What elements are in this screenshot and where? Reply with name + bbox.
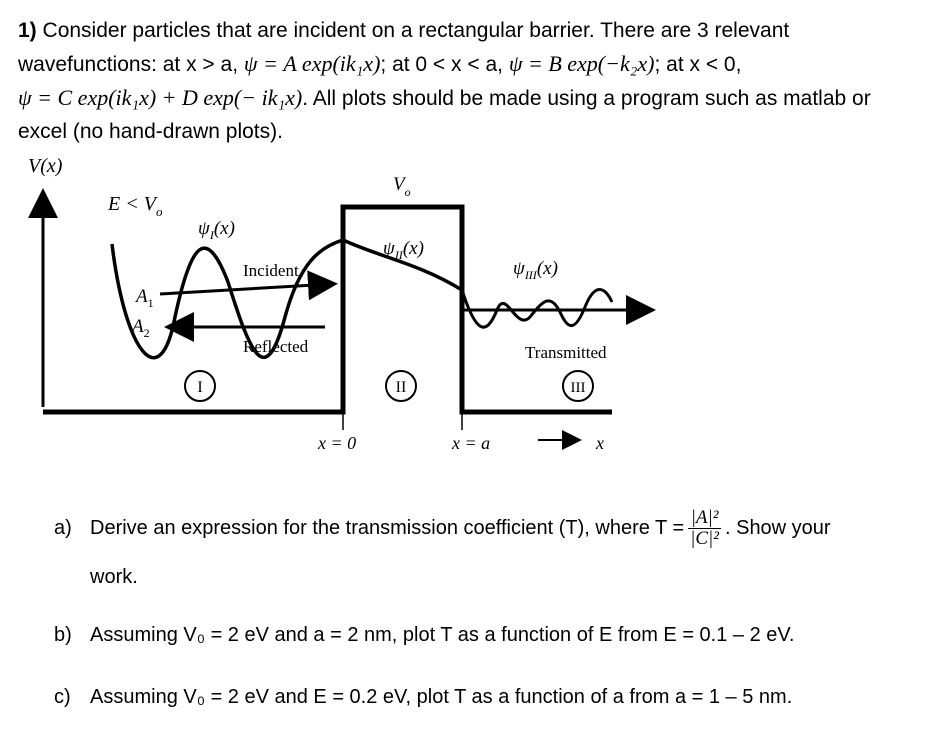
fraction-denominator: |C|² — [690, 528, 719, 549]
transmitted-label: Transmitted — [525, 343, 607, 362]
equation-region-2: ψ = B exp(−k₂x) — [508, 51, 655, 76]
question-c-label: c) — [54, 686, 71, 708]
intro-text-3: . All plots should be made using a program such as matlab or — [302, 87, 871, 110]
question-a-label: a) — [54, 516, 72, 539]
equation-region-1: ψ = C exp(ik₁x) + D exp(− ik₁x) — [18, 85, 303, 110]
incident-arrow — [160, 284, 332, 294]
intro-text-1: Consider particles that are incident on a rectangular barrier. There are 3 relevant — [36, 19, 790, 42]
transmission-fraction — [688, 508, 721, 549]
wave-region-3 — [462, 290, 612, 328]
question-a-tail: . Show your — [724, 516, 831, 539]
intro-line-1 — [18, 14, 938, 47]
x-axis-label: x — [596, 433, 604, 453]
intro-line-3 — [18, 81, 938, 115]
question-a — [54, 508, 831, 549]
equation-region-3: ψ = A exp(ik₁x) — [243, 51, 381, 76]
intro-text-4: excel (no hand-drawn plots). — [18, 120, 283, 143]
problem-intro — [18, 14, 938, 148]
amplitude-a1-label: $A_1$ — [136, 286, 154, 310]
psi2-label: $\psi_{II}(x)$ — [383, 238, 424, 262]
problem-number: 1) — [18, 19, 37, 42]
question-a-text: Derive an expression for the transmission coefficient (T), where T = — [90, 516, 685, 539]
question-b-label: b) — [54, 624, 72, 646]
psi3-label: $\psi_{III}(x)$ — [513, 258, 558, 282]
energy-label: $E < V_o$ — [108, 193, 163, 219]
psi1-label: $\psi_I(x)$ — [198, 218, 235, 242]
intro-line-4 — [18, 115, 938, 148]
amplitude-a2-label: $A_2$ — [132, 316, 150, 340]
question-b-text: Assuming V₀ = 2 eV and a = 2 nm, plot T as a function of E from E = 0.1 – 2 eV. — [90, 624, 795, 646]
region-2-label: II — [395, 379, 407, 396]
question-b — [54, 624, 794, 647]
intro-line-2 — [18, 47, 938, 81]
x0-label: x = 0 — [318, 433, 357, 453]
intro-text-2c: ; at x < 0, — [654, 53, 742, 76]
barrier-height-label: $V_o$ — [393, 174, 411, 199]
reflected-label: Reflected — [243, 337, 309, 356]
region-1-label: I — [197, 379, 203, 396]
question-c — [54, 686, 792, 709]
question-a-cont-text: work. — [90, 566, 138, 588]
incident-label: Incident — [243, 261, 299, 280]
barrier-diagram — [0, 152, 948, 462]
intro-text-2a: wavefunctions: at x > a, — [18, 53, 244, 76]
fraction-numerator: |A|² — [688, 508, 721, 529]
xa-label: x = a — [452, 433, 491, 453]
region-3-label: III — [570, 380, 586, 396]
question-c-text: Assuming V₀ = 2 eV and E = 0.2 eV, plot T as a function of a from a = 1 – 5 nm. — [90, 686, 793, 708]
y-axis-label: V(x) — [28, 155, 63, 177]
question-a-continued — [90, 566, 138, 589]
intro-text-2b: ; at 0 < x < a, — [380, 53, 509, 76]
